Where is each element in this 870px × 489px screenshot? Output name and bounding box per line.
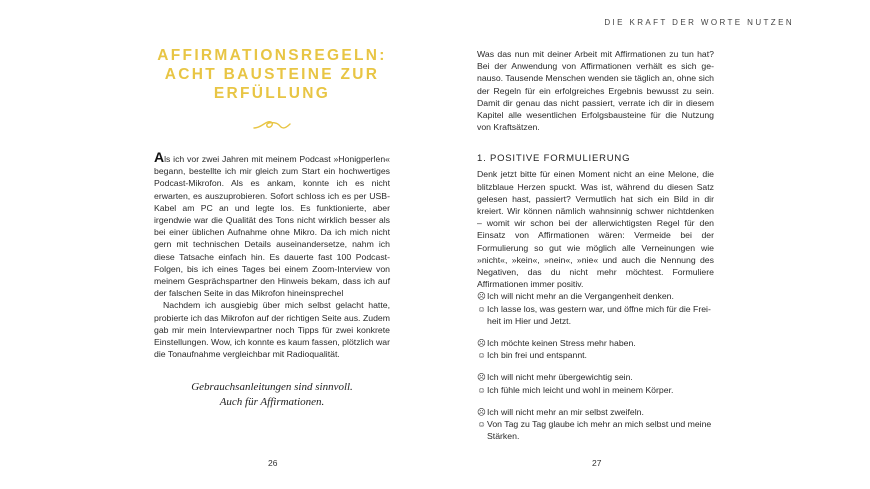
positive-example [477, 303, 714, 327]
positive-example-text: Ich lasse los, was gestern war, und öffne mich für die Freiheit im Hier und Jetzt. [487, 303, 711, 326]
sad-face-icon: ☹ [477, 372, 487, 383]
happy-face-icon: ☺ [477, 419, 486, 430]
page-number-right: 27 [592, 458, 602, 468]
negative-example-text: Ich will nicht mehr an mir selbst zweifeln. [487, 406, 644, 417]
chapter-title-line-1: AFFIRMATIONSREGELN: [157, 47, 387, 64]
affirmation-pair-2 [477, 337, 714, 361]
sad-face-icon: ☹ [477, 406, 487, 417]
sad-face-icon: ☹ [477, 338, 487, 349]
chapter-title-line-2: ACHT BAUSTEINE ZUR [164, 66, 380, 83]
drop-cap: A [154, 149, 165, 165]
happy-face-icon: ☺ [477, 303, 486, 314]
pull-quote-line-1: Gebrauchsanleitungen sind sinnvoll. [191, 381, 353, 394]
swirl-ornament-icon [252, 117, 292, 133]
negative-example [477, 337, 714, 349]
chapter-title [154, 46, 390, 103]
affirmation-pair-1 [477, 290, 714, 327]
right-intro-paragraph: Was das nun mit deiner Arbeit mit Affirmationen zu tun hat? Bei der Anwendung von Affirmationen verhält es sich genauso. Tausende Menschen wenden sie täglich an, ohne sich der Regeln für ein erfolgreiches Ergebnis bewusst zu sein. Damit dir genau das nicht passiert, verrate ich dir in diesem Kapitel alle wesentlichen Erfolgsbausteine für die Nutzung von Kraftsätzen. [477, 49, 714, 133]
left-page [154, 46, 390, 410]
positive-example-text: Ich fühle mich leicht und wohl in meinem Körper. [487, 384, 674, 395]
affirmation-pair-4 [477, 406, 714, 443]
happy-face-icon: ☺ [477, 384, 486, 395]
positive-example-text: Ich bin frei und entspannt. [487, 350, 587, 361]
pull-quote-line-2: Auch für Affirmationen. [219, 396, 325, 409]
section-heading: 1. POSITIVE FORMULIERUNG [477, 153, 631, 165]
affirmation-pair-3 [477, 371, 714, 395]
right-page [477, 48, 714, 442]
positive-example [477, 349, 714, 361]
section-paragraph: Denk jetzt bitte für einen Moment nicht an eine Melone, die blitzblaue Herzen spuckt. Was ist, während du diesen Satz gelesen hast, passiert? Vermutlich hat sich ein Bild in dir kreiert. Wir können nämlich wahnsinnig schwer nichtdenken – womit wir schon bei der allerwichtigsten Regel für den Einsatz von Affirmationen wären: Vermeide bei der Formulierung so gut wie möglich alle Verneinungen wie »nicht«, »kein«, »nein«, »nie« und auch die Nennung des Negativen, das du nicht mehr möchtest. Formuliere Affirmationen immer positiv. [477, 169, 714, 290]
negative-example-text: Ich will nicht mehr übergewichtig sein. [487, 372, 633, 383]
left-paragraph-2: Nachdem ich ausgiebig über mich selbst gelacht hatte, probierte ich das Mikrofon auf der richtigen Seite aus. Zudem gab mir mein Interviewpartner noch Tipps für zwei konkrete Einstellungen. Wow, ich konnte es kaum fassen, plötzlich war die Tonaufnahme vergleichbar mit Radioqualität. [154, 300, 390, 360]
pull-quote [154, 380, 390, 410]
positive-example [477, 418, 714, 442]
negative-example-text: Ich möchte keinen Stress mehr haben. [487, 338, 636, 349]
left-paragraph-1 [154, 149, 390, 299]
sad-face-icon: ☹ [477, 291, 487, 302]
negative-example [477, 290, 714, 302]
page-number-left: 26 [268, 458, 278, 468]
negative-example [477, 406, 714, 418]
left-paragraph-1-text: ls ich vor zwei Jahren mit meinem Podcast »Honigperlen« begann, bestellte ich mir gleich zum Start ein hochwertiges Podcast-Mikrofon. Als es ankam, konnte ich es nicht erwarten, es auszuprobieren. Sofort schloss ich es per USB-Kabel am PC an und legte los. Es funktionierte, aber irgendwie war die Qualität des Tons nicht wirklich besser als bei einer üblichen Aufnahme ohne Mikro. Da ich mich nicht gern mit technischen Details auseinandersetze, nahm ich diese Tatsache einfach hin. Es dauerte fast 100 Podcast-Folgen, bis ich eines Tages bei einem Zoom-Interview von meinem Gesprächspartner den Hinweis bekam, dass ich auf der falschen Seite in das Mikrofon hineinsprechel [154, 154, 390, 299]
positive-example-text: Von Tag zu Tag glaube ich mehr an mich selbst und meine Stärken. [487, 419, 712, 442]
running-header: DIE KRAFT DER WORTE NUTZEN [604, 18, 794, 27]
negative-example [477, 371, 714, 383]
positive-example [477, 384, 714, 396]
happy-face-icon: ☺ [477, 350, 486, 361]
chapter-title-line-3: ERFÜLLUNG [213, 85, 331, 102]
negative-example-text: Ich will nicht mehr an die Vergangenheit denken. [487, 291, 674, 302]
